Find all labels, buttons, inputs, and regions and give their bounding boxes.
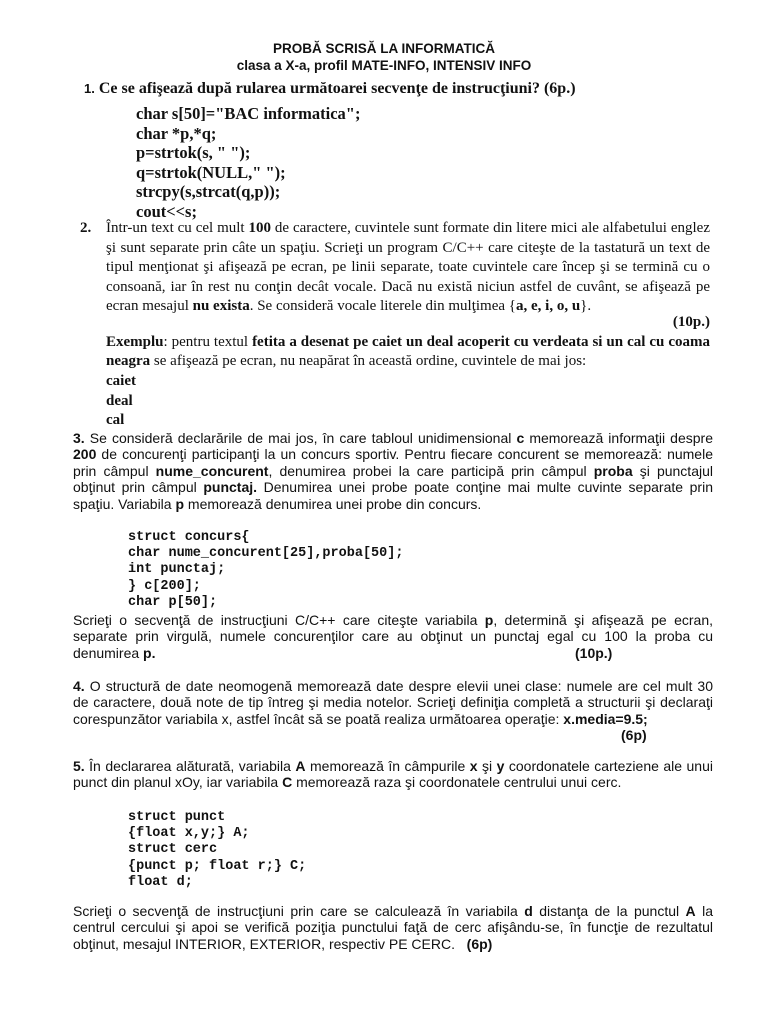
code-line: char s[50]="BAC informatica"; [136,104,361,123]
bold-span: proba [593,462,633,479]
points: (6p) [621,727,647,743]
text-span: memorează denumirea unei probe din concurs. [184,495,482,512]
text-span: şi punctajul obţinut prin câmpul [73,462,713,496]
text-span: şi [477,758,497,774]
bold-span: p. [143,644,156,661]
points: (10p.) [672,314,710,330]
text-span: : pentru textul [163,333,253,350]
bold-span: d [524,903,533,919]
code-line: q=strtok(NULL," "); [136,162,286,182]
bold-span: A [685,903,696,919]
points: (6p) [466,935,493,952]
points: (10p.) [575,645,613,661]
question-3-requirement [73,612,713,661]
text-span: Se consideră declarările de mai jos, în care tabloul unidimensional [84,430,517,446]
text-span: . Se consideră vocale literele din mulţimea { [249,298,516,314]
output-word: caiet [106,373,136,389]
question-5 [73,758,713,791]
text-span: de concurenţi participanţi la un concurs sportiv. Pentru fiecare concurent se memorează: numele prin câmpul [73,446,713,479]
bold-span: x [469,758,478,774]
text-span: Într-un text cu cel mult [106,220,249,236]
text-span: coordonatele carteziene ale unui punct din planul xOy, iar variabila [73,758,713,791]
bold-span: fetita a desenat pe caiet un deal acoperit cu verdeata si un cal cu coama neagra [106,333,710,369]
text-span: de caractere, cuvintele sunt formate din litere mici ale alfabetului englez şi sunt separate prin câte un spaţiu. Scrieţi un program C/C++ care citeşte de la tastatură un text de tipul menţionat şi afişează pe ecran, pe linii separate, toate cuvintele care încep şi se termină cu o consoană, iar în rest nu conţin decât vocale. Dacă nu există niciun astfel de cuvânt, se afişează pe ecran mesajul [106,220,710,314]
question-text [106,219,710,317]
code-block-1 [136,104,360,222]
text-span: }. [580,298,592,314]
code-line: cout<<s; [136,201,197,221]
code-block-5 [128,810,306,891]
example-text [106,333,710,372]
text-span: memorează raza şi coordonatele centrului unui cerc. [292,774,622,791]
code-line: {float x,y;} A; [128,826,250,842]
question-number: 1. [84,81,95,96]
code-line: {punct p; float r;} C; [128,858,307,874]
bold-span: c [516,430,525,446]
page-title: PROBĂ SCRISĂ LA INFORMATICĂ [273,41,495,56]
text-span: Scrieţi o secvenţă de instrucţiuni C/C++ care citeşte variabila [73,612,485,628]
question-5-requirement [73,903,713,952]
text-span: , determină şi afişează pe ecran, separate prin virgulă, numele concurenţilor care au obţinut un punctaj egal cu 100 la proba cu denumirea [73,612,713,661]
code-line: char nume_concurent[25],proba[50]; [128,546,404,562]
bold-span: 100 [248,220,272,236]
bold-span: p [175,495,185,512]
question-number: 2. [80,220,92,236]
code-line: char p[50]; [128,594,218,610]
text-span: Denumirea unei probe poate conţine mai multe cuvinte separate prin spaţiu. Variabila [73,479,713,512]
bold-span: y [496,758,505,774]
code-line: char *p,*q; [136,123,217,143]
code-line: struct punct [128,810,226,825]
code-line: struct concurs{ [128,530,250,545]
question-number: 3. [73,430,85,446]
example-label: Exemplu [106,333,164,350]
question-number: 5. [73,758,85,774]
bold-span: 200 [73,446,97,463]
code-line: int punctaj; [128,562,226,578]
bold-span: x.media=9.5; [563,710,648,727]
bold-span: a, e, i, o, u [516,298,581,314]
question-text: Ce se afişează după rularea următoarei secvenţe de instrucţiuni? (6p.) [98,80,576,97]
question-number: 4. [73,678,85,694]
output-word: deal [106,392,133,409]
code-line: } c[200]; [128,578,201,594]
example-output [106,372,136,431]
text-span: la centrul cercului şi apoi se verifică poziţia punctului faţă de cerc afişându-se, în funcţie de rezultatul obţinut, mesajul INTERIOR, EXTERIOR, respectiv PE CERC. [73,903,713,952]
example-block [106,314,710,372]
question-1 [84,80,724,98]
bold-span: nu exista [192,298,250,314]
question-4 [73,678,713,743]
text-span: În declararea alăturată, variabila [84,758,296,774]
code-line: struct cerc [128,842,218,858]
question-3 [73,430,713,512]
text-span: distanţa de la punctul [532,903,686,919]
question-2 [80,219,710,317]
bold-span: nume_concurent [155,462,269,479]
bold-span: p [484,612,494,628]
text-span: memorează informaţii despre [524,430,713,446]
code-block-3 [128,530,403,611]
text-span: memorează în câmpurile [305,758,470,774]
bold-span: A [295,758,306,774]
code-line: float d; [128,874,193,890]
code-line: p=strtok(s, " "); [136,143,251,163]
text-span: Scrieţi o secvenţă de instrucţiuni prin care se calculează în variabila [73,903,525,919]
page-subtitle: clasa a X-a, profil MATE-INFO, INTENSIV INFO [236,58,532,73]
text-span: , denumirea probei la care participă prin câmpul [268,462,594,479]
text-span: se afişează pe ecran, nu neapărat în această ordine, cuvintele de mai jos: [150,353,587,369]
bold-span: C [282,774,293,791]
output-word: cal [106,412,125,428]
text-span: O structură de date neomogenă memorează date despre elevii unei clase: numele are cel mult 30 de caractere, două note de tip întreg şi media notelor. Scrieţi definiţia completă a structurii şi declaraţi corespunzător variabila x, astfel încât să se poată realiza următoarea operaţie: [73,678,713,727]
bold-span: punctaj. [203,479,258,496]
code-line: strcpy(s,strcat(q,p)); [136,182,281,202]
